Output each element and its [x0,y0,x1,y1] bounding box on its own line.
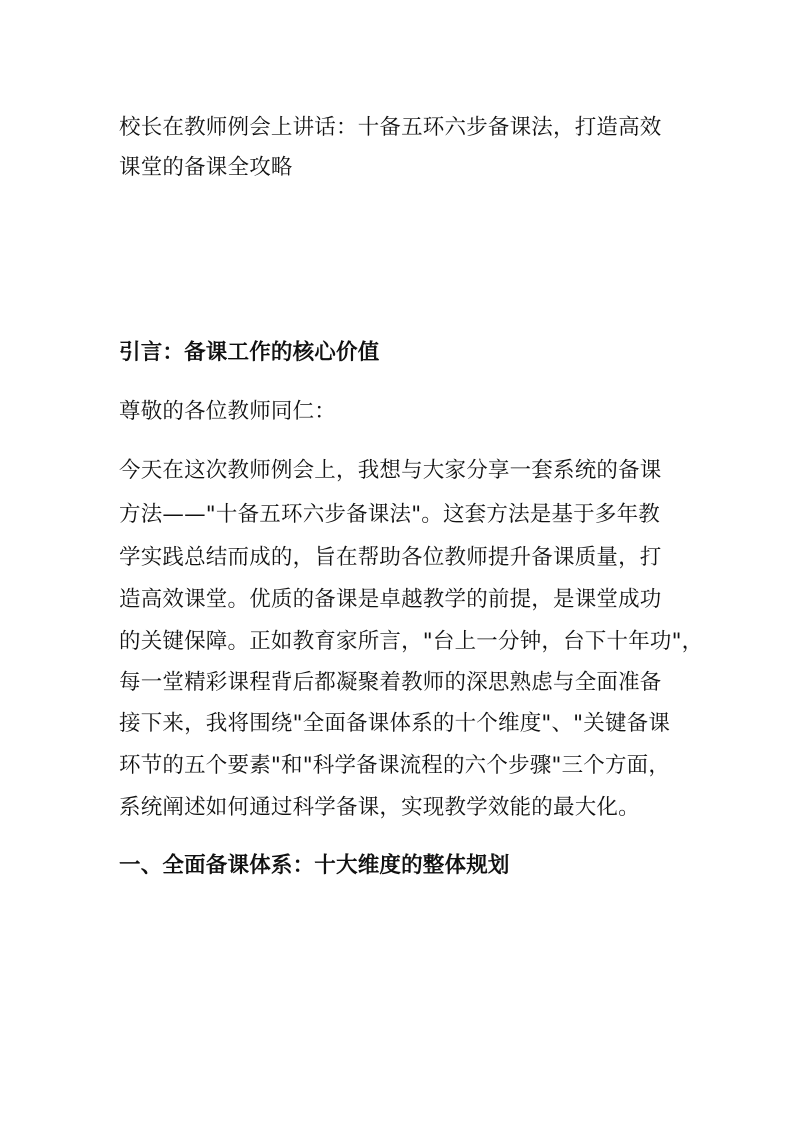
paragraph-line: 今天在这次教师例会上，我想与大家分享一套系统的备课 [119,458,662,483]
paragraph-line: 学实践总结而成的，旨在帮助各位教师提升备课质量，打 [119,545,662,570]
section-one-heading: 一、全面备课体系：十大维度的整体规划 [119,853,510,878]
paragraph-line: 方法——"十备五环六步备课法"。这套方法是基于多年教 [119,502,660,527]
paragraph-line: 接下来，我将围绕"全面备课体系的十个维度"、"关键备课 [119,711,671,736]
intro-heading: 引言：备课工作的核心价值 [119,340,380,365]
paragraph-line: 环节的五个要素"和"科学备课流程的六个步骤"三个方面， [119,753,671,778]
paragraph-line: 系统阐述如何通过科学备课，实现教学效能的最大化。 [119,795,640,820]
paragraph-line: 的关键保障。正如教育家所言，"台上一分钟，台下十年功"， [119,629,704,654]
paragraph-line: 造高效课堂。优质的备课是卓越教学的前提，是课堂成功 [119,587,662,612]
paragraph-line: 每一堂精彩课程背后都凝聚着教师的深思熟虑与全面准备 [119,670,662,695]
document-title-line-2: 课堂的备课全攻略 [119,155,293,180]
document-title-line-1: 校长在教师例会上讲话：十备五环六步备课法，打造高效 [119,115,662,140]
salutation: 尊敬的各位教师同仁： [119,399,337,424]
